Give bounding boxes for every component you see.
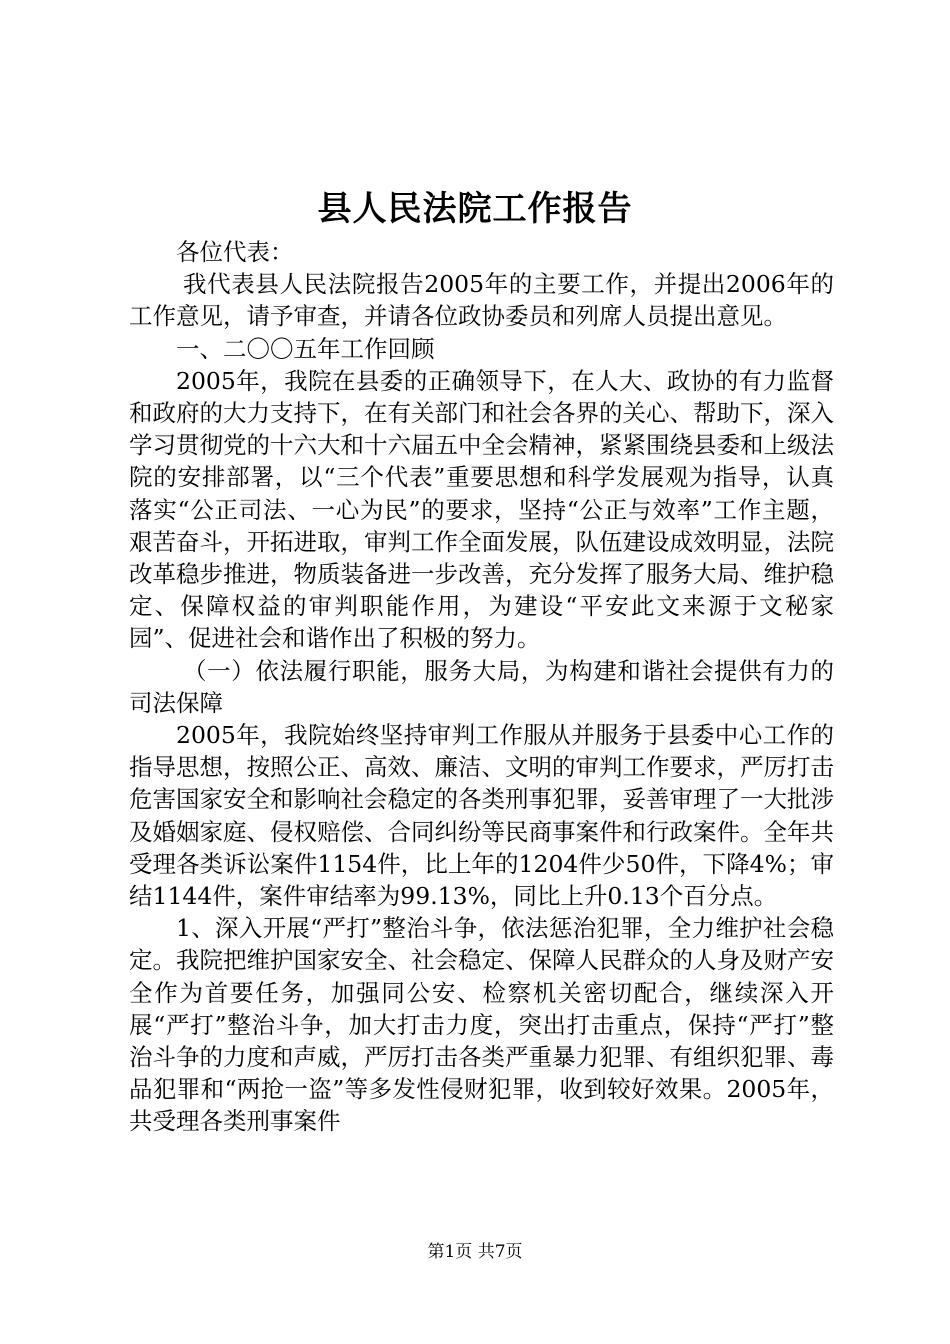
page-footer: 第1页 共7页 bbox=[427, 1242, 523, 1262]
document-title: 县人民法院工作报告 bbox=[317, 189, 633, 229]
body-paragraph: 1、深入开展“严打”整治斗争，依法惩治犯罪，全力维护社会稳定。我院把维护国家安全、社会稳定、保障人民群众的人身及财产安全作为首要任务，加强同公安、检察机关密切配合，继续深入开展“严打”整治斗争，加大打击力度，突出打击重点，保持“严打”整治斗争的力度和声威，严厉打击各类严重暴力犯罪、有组织犯罪、毒品犯罪和“两抢一盗”等多发性侵财犯罪，收到较好效果。2005年，共受理各类刑事案件 bbox=[129, 914, 834, 1136]
body-paragraph: 2005年，我院始终坚持审判工作服从并服务于县委中心工作的指导思想，按照公正、高效、廉洁、文明的审判工作要求，严厉打击危害国家安全和影响社会稳定的各类刑事犯罪，妥善审理了一大批涉及婚姻家庭、侵权赔偿、合同纠纷等民商事案件和行政案件。全年共受理各类诉讼案件1154件，比上年的1204件少50件，下降4%；审结1144件，案件审结率为99.13%，同比上升0.13个百分点。 bbox=[129, 721, 834, 911]
intro-paragraph: 我代表县人民法院报告2005年的主要工作，并提出2006年的工作意见，请予审查，并请各位政协委员和列席人员提出意见。 bbox=[129, 270, 834, 331]
subsection-heading: （一）依法履行职能，服务大局，为构建和谐社会提供有力的司法保障 bbox=[129, 656, 834, 717]
salutation-paragraph: 各位代表： bbox=[176, 238, 294, 266]
document-body bbox=[129, 236, 834, 1138]
body-paragraph: 2005年，我院在县委的正确领导下，在人大、政协的有力监督和政府的大力支持下，在有关部门和社会各界的关心、帮助下，深入学习贯彻党的十六大和十六届五中全会精神，紧紧围绕县委和上级法院的安排部署，以“三个代表”重要思想和科学发展观为指导，认真落实“公正司法、一心为民”的要求，坚持“公正与效率”工作主题，艰苦奋斗，开拓进取，审判工作全面发展，队伍建设成效明显，法院改革稳步推进，物质装备进一步改善，充分发挥了服务大局、维护稳定、保障权益的审判职能作用，为建设“平安此文来源于文秘家园”、促进社会和谐作出了积极的努力。 bbox=[129, 366, 834, 653]
section-heading: 一、二〇〇五年工作回顾 bbox=[176, 334, 435, 363]
